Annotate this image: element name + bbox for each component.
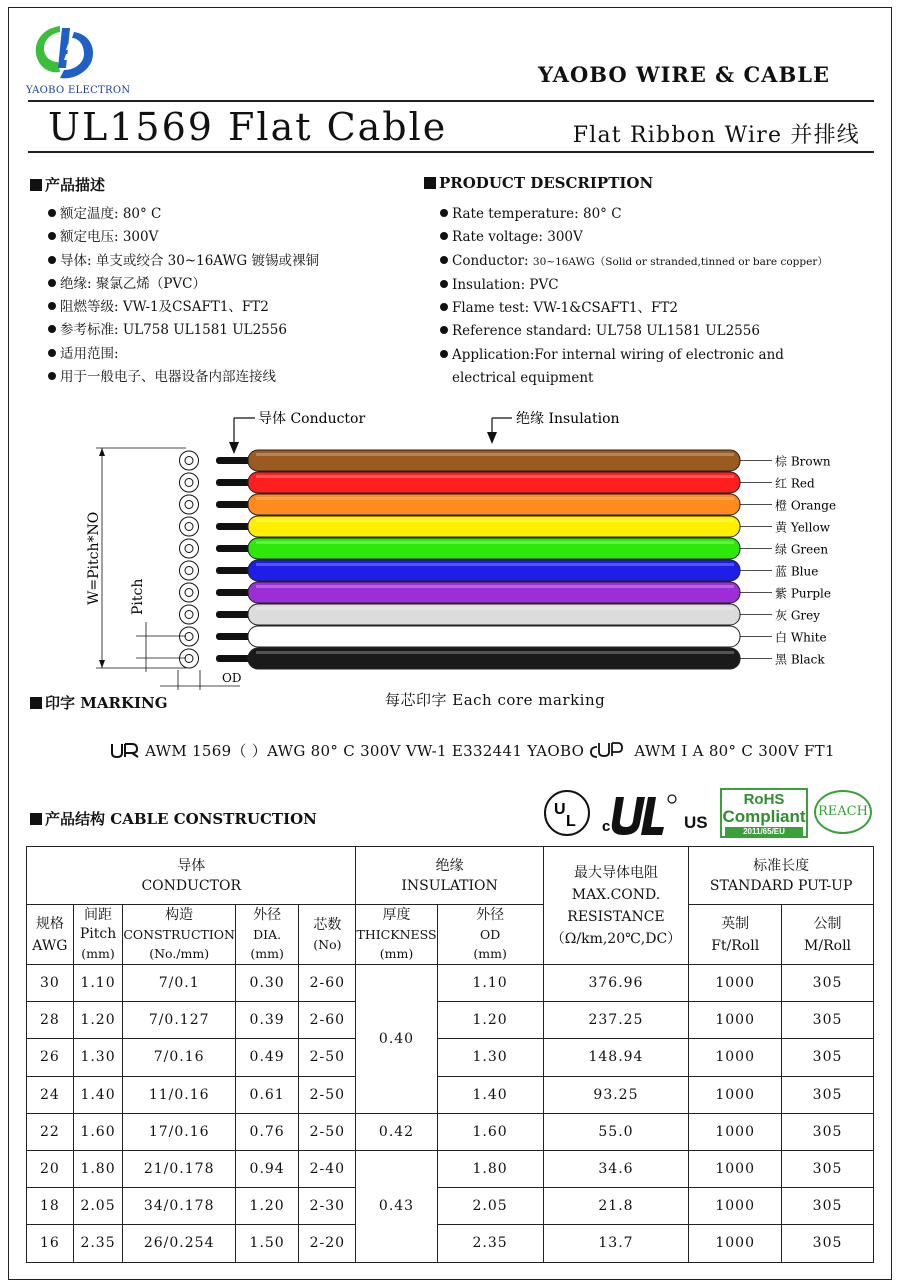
- cell-pitch: 1.60: [73, 1113, 123, 1150]
- header-text: THICKNESS: [356, 927, 437, 942]
- cell-resistance: 93.25: [543, 1076, 689, 1113]
- cell-ft-roll: 1000: [689, 1039, 782, 1076]
- wire-end-view: [180, 451, 199, 470]
- header-text: 绝缘: [435, 857, 464, 874]
- marking-text: AWM I A 80° C 300V FT1: [634, 742, 835, 760]
- header-text: STANDARD PUT-UP: [709, 877, 853, 894]
- wire-color-label: 黄 Yellow: [775, 520, 830, 535]
- desc-cn-list: [48, 203, 319, 389]
- bullet-dot-icon: [48, 325, 56, 333]
- marking-line: [110, 740, 835, 761]
- wire-end-view: [180, 649, 199, 668]
- wire-color-label: 灰 Grey: [775, 608, 821, 623]
- header-text: MAX.COND.: [571, 886, 661, 903]
- list-item-text: 额定电压: 300V: [60, 229, 159, 246]
- each-core-label: 每芯印字 Each core marking: [385, 691, 606, 709]
- list-item-text: Conductor:: [452, 252, 529, 269]
- wire-color-label: 红 Red: [775, 476, 815, 491]
- bullet-dot-icon: [48, 232, 56, 240]
- rohs-badge: [720, 788, 808, 838]
- cell-od: 1.30: [437, 1039, 543, 1076]
- list-item: [440, 320, 828, 343]
- cell-cores: 2-30: [299, 1188, 356, 1225]
- wire-color-label: 棕 Brown: [775, 454, 831, 469]
- header-text: (mm): [473, 946, 507, 961]
- header-text: (mm): [81, 946, 115, 961]
- header-text: (mm): [250, 946, 284, 961]
- list-item: [440, 250, 828, 274]
- cell-m-roll: 305: [782, 1225, 874, 1262]
- table-row: [27, 1188, 874, 1225]
- list-item-text: 阻燃等级: VW-1及CSAFT1、FT2: [60, 299, 269, 316]
- pitch-label: Pitch: [130, 578, 146, 615]
- bullet-dot-icon: [440, 256, 448, 264]
- insulation-label: 绝缘 Insulation: [516, 411, 620, 427]
- list-item-text: Flame test: VW-1&CSAFT1、FT2: [452, 300, 678, 317]
- cell-od: 1.20: [437, 1002, 543, 1039]
- wire-highlight: [256, 651, 734, 654]
- cell-cores: 2-50: [299, 1039, 356, 1076]
- header-text: 最大导体电阻: [573, 864, 658, 881]
- cell-dia: 1.20: [235, 1188, 298, 1225]
- col-pitch: [73, 905, 123, 965]
- arrow-down-icon: [229, 442, 239, 454]
- wire-highlight: [256, 629, 734, 632]
- wire-end-view: [180, 605, 199, 624]
- header-text: 芯数: [313, 916, 342, 933]
- table-row: [27, 1076, 874, 1113]
- insulation-header: [356, 847, 543, 905]
- cable-diagram: [0, 400, 900, 700]
- col-awg: [27, 905, 74, 965]
- construction-table: [26, 846, 874, 1263]
- wire-highlight: [256, 607, 734, 610]
- divider: [28, 151, 874, 153]
- marking-heading: [30, 692, 168, 713]
- list-item-text: Rate temperature: 80° C: [452, 206, 622, 222]
- cell-dia: 0.49: [235, 1039, 298, 1076]
- cell-pitch: 1.10: [73, 965, 123, 1002]
- col-m-roll: [782, 905, 874, 965]
- header-text: M/Roll: [804, 937, 852, 954]
- header-text: DIA.: [253, 927, 282, 942]
- table-row: [27, 1039, 874, 1076]
- table-header-row: [27, 847, 874, 905]
- cell-cores: 2-40: [299, 1150, 356, 1187]
- divider: [28, 100, 874, 102]
- list-item: [48, 250, 319, 273]
- header-text: Pitch: [79, 926, 117, 942]
- cell-awg: 20: [27, 1150, 74, 1187]
- cell-thickness: 0.43: [356, 1150, 437, 1262]
- wire-highlight: [256, 475, 734, 478]
- reach-badge: [814, 790, 872, 834]
- cell-od: 1.40: [437, 1076, 543, 1113]
- header-text: (No): [313, 936, 342, 952]
- desc-en-list: [440, 203, 828, 390]
- cell-construction: 7/0.16: [123, 1039, 236, 1076]
- header-text: CONDUCTOR: [141, 877, 241, 894]
- table-row: [27, 1225, 874, 1262]
- list-item-text: Rate voltage: 300V: [452, 229, 583, 246]
- heading-text: PRODUCT DESCRIPTION: [439, 174, 654, 192]
- cell-cores: 2-50: [299, 1076, 356, 1113]
- cell-resistance: 376.96: [543, 965, 689, 1002]
- cur-mark-icon: [589, 741, 623, 759]
- col-thickness: [356, 905, 437, 965]
- heading-text: 印字: [45, 694, 76, 712]
- bullet-dot-icon: [440, 280, 448, 288]
- logo-caption: YAOBO ELECTRON: [26, 85, 131, 96]
- conductor-label: 导体 Conductor: [258, 411, 366, 427]
- svg-text:U: U: [554, 801, 566, 818]
- list-item-text: Reference standard: UL758 UL1581 UL2556: [452, 323, 760, 340]
- bullet-dot-icon: [48, 256, 56, 264]
- cell-awg: 28: [27, 1002, 74, 1039]
- us-text: US: [684, 813, 708, 832]
- cell-od: 1.60: [437, 1113, 543, 1150]
- desc-cn-heading: [30, 174, 105, 195]
- cell-awg: 16: [27, 1225, 74, 1262]
- wire-highlight: [256, 453, 734, 456]
- cell-pitch: 2.35: [73, 1225, 123, 1262]
- reach-text: REACH: [818, 804, 868, 819]
- cell-ft-roll: 1000: [689, 1150, 782, 1187]
- cell-od: 2.35: [437, 1225, 543, 1262]
- header-text: （Ω/km,20℃,DC）: [550, 930, 682, 947]
- cell-construction: 17/0.16: [123, 1113, 236, 1150]
- cell-awg: 22: [27, 1113, 74, 1150]
- cell-construction: 34/0.178: [123, 1188, 236, 1225]
- cell-dia: 1.50: [235, 1225, 298, 1262]
- cell-resistance: 21.8: [543, 1188, 689, 1225]
- bullet-dot-icon: [440, 326, 448, 334]
- cell-resistance: 55.0: [543, 1113, 689, 1150]
- cell-pitch: 1.30: [73, 1039, 123, 1076]
- list-item: [48, 366, 319, 389]
- header-text: Ft/Roll: [711, 937, 760, 954]
- cell-pitch: 2.05: [73, 1188, 123, 1225]
- wire-color-label: 紫 Purple: [775, 586, 831, 601]
- cell-construction: 7/0.1: [123, 965, 236, 1002]
- desc-en-heading: [424, 174, 653, 192]
- resistance-header: [543, 847, 689, 965]
- header-text: 英制: [721, 915, 750, 932]
- cell-thickness: 0.42: [356, 1113, 437, 1150]
- cell-ft-roll: 1000: [689, 1188, 782, 1225]
- company-name: YAOBO WIRE & CABLE: [538, 62, 830, 87]
- cell-dia: 0.94: [235, 1150, 298, 1187]
- cell-dia: 0.61: [235, 1076, 298, 1113]
- cell-awg: 18: [27, 1188, 74, 1225]
- table-row: [27, 965, 874, 1002]
- cul-us-icon: [602, 793, 712, 842]
- bullet-square-icon: [30, 179, 42, 191]
- ur-mark-icon: [110, 742, 140, 758]
- bullet-dot-icon: [440, 232, 448, 240]
- cell-m-roll: 305: [782, 1188, 874, 1225]
- list-item: [48, 273, 319, 296]
- wire-color-label: 绿 Green: [775, 542, 829, 557]
- wire-highlight: [256, 585, 734, 588]
- cell-resistance: 148.94: [543, 1039, 689, 1076]
- header-text: 规格: [35, 915, 64, 932]
- svg-text:c: c: [602, 818, 611, 835]
- ul-logo-icon: [546, 792, 588, 834]
- conductor-detail: 30~16AWG（Solid or stranded,tinned or bare copper）: [532, 255, 828, 268]
- cell-m-roll: 305: [782, 1039, 874, 1076]
- cell-cores: 2-60: [299, 965, 356, 1002]
- arrow-down-icon: [487, 432, 497, 444]
- header-text: 构造: [165, 907, 194, 923]
- wire-highlight: [256, 519, 734, 522]
- bullet-dot-icon: [48, 372, 56, 380]
- cell-resistance: 237.25: [543, 1002, 689, 1039]
- cell-resistance: 34.6: [543, 1150, 689, 1187]
- table-subheader-row: [27, 905, 874, 965]
- col-cores: [299, 905, 356, 965]
- bullet-square-icon: [30, 813, 42, 825]
- list-item: [440, 297, 828, 320]
- wire-color-label: 橙 Orange: [775, 498, 837, 513]
- cell-od: 1.80: [437, 1150, 543, 1187]
- od-label: OD: [222, 671, 242, 685]
- header-text: 公制: [813, 915, 842, 932]
- list-item-text: 适用范围:: [60, 345, 119, 362]
- header-text: 标准长度: [753, 857, 810, 874]
- wire-end-view: [180, 539, 199, 558]
- cell-od: 1.10: [437, 965, 543, 1002]
- cell-pitch: 1.40: [73, 1076, 123, 1113]
- page-subtitle: Flat Ribbon Wire 并排线: [572, 123, 860, 148]
- col-od: [437, 905, 543, 965]
- list-item: [48, 226, 319, 249]
- list-item: [440, 203, 828, 226]
- cell-ft-roll: 1000: [689, 1002, 782, 1039]
- header-text: CONSTRUCTION: [123, 927, 235, 942]
- cell-ft-roll: 1000: [689, 1113, 782, 1150]
- cell-awg: 26: [27, 1039, 74, 1076]
- header-text: INSULATION: [401, 877, 498, 894]
- ul-listed-icon: [544, 790, 590, 836]
- cell-m-roll: 305: [782, 1150, 874, 1187]
- heading-text: 产品结构: [45, 810, 106, 828]
- list-item-text: Application:For internal wiring of electronic and: [452, 346, 784, 363]
- list-item: [48, 343, 319, 366]
- bullet-square-icon: [30, 697, 42, 709]
- arrow-down-icon: [99, 660, 105, 668]
- bullet-dot-icon: [48, 302, 56, 310]
- table-row: [27, 1002, 874, 1039]
- wire-color-label: 黑 Black: [775, 652, 825, 667]
- cell-dia: 0.30: [235, 965, 298, 1002]
- table-row: [27, 1150, 874, 1187]
- header-text: OD: [479, 927, 501, 942]
- list-item-text: 导体: 单支或绞合 30~16AWG 镀锡或裸铜: [60, 252, 319, 269]
- header-text: 间距: [84, 907, 113, 923]
- cell-cores: 2-20: [299, 1225, 356, 1262]
- bullet-dot-icon: [440, 303, 448, 311]
- header-text: 外径: [253, 907, 282, 923]
- cell-m-roll: 305: [782, 1002, 874, 1039]
- svg-text:L: L: [566, 813, 576, 830]
- wire-highlight: [256, 563, 734, 566]
- list-item-text: Insulation: PVC: [452, 276, 559, 293]
- cell-construction: 26/0.254: [123, 1225, 236, 1262]
- list-item-text: 绝缘: 聚氯乙烯（PVC）: [60, 275, 207, 292]
- wire-end-view: [180, 583, 199, 602]
- marking-text: AWM 1569（ ）AWG 80° C 300V VW-1 E332441 YAOBO: [145, 742, 585, 760]
- list-item: [440, 344, 828, 367]
- header-text: AWG: [32, 937, 68, 954]
- wire-highlight: [256, 497, 734, 500]
- cell-m-roll: 305: [782, 965, 874, 1002]
- bullet-dot-icon: [440, 209, 448, 217]
- header-text: (mm): [379, 946, 414, 961]
- list-item-text: 额定温度: 80° C: [60, 206, 162, 222]
- putup-header: [689, 847, 874, 905]
- cell-resistance: 13.7: [543, 1225, 689, 1262]
- cell-ft-roll: 1000: [689, 965, 782, 1002]
- cell-awg: 24: [27, 1076, 74, 1113]
- header-text: (No./mm): [149, 946, 210, 961]
- heading-text: CABLE CONSTRUCTION: [110, 810, 317, 828]
- rohs-compliant-text: Compliant: [722, 807, 806, 826]
- bullet-dot-icon: [440, 350, 448, 358]
- bullet-square-icon: [424, 177, 436, 189]
- wire-color-label: 蓝 Blue: [775, 564, 819, 579]
- cell-construction: 7/0.127: [123, 1002, 236, 1039]
- cell-od: 2.05: [437, 1188, 543, 1225]
- cell-thickness: 0.40: [356, 965, 437, 1114]
- page-title: UL1569 Flat Cable: [48, 105, 448, 149]
- width-label: W=Pitch*NO: [86, 511, 102, 605]
- cell-m-roll: 305: [782, 1113, 874, 1150]
- list-item: [48, 296, 319, 319]
- col-ft-roll: [689, 905, 782, 965]
- wire-end-view: [180, 473, 199, 492]
- cell-awg: 30: [27, 965, 74, 1002]
- wire-end-view: [180, 561, 199, 580]
- list-item-text: electrical equipment: [452, 370, 594, 387]
- wire-end-view: [180, 627, 199, 646]
- wire-end-view: [180, 517, 199, 536]
- wire-end-view: [180, 495, 199, 514]
- rohs-text: RoHS: [743, 791, 785, 808]
- construction-heading: [30, 808, 317, 829]
- conductor-header: [27, 847, 356, 905]
- header-text: RESISTANCE: [567, 908, 665, 925]
- heading-text: MARKING: [80, 694, 168, 712]
- wire-highlight: [256, 541, 734, 544]
- header-text: 外径: [476, 907, 505, 923]
- list-item: [440, 367, 828, 390]
- col-construction: [123, 905, 236, 965]
- cell-ft-roll: 1000: [689, 1076, 782, 1113]
- bullet-dot-icon: [48, 209, 56, 217]
- list-item-text: 用于一般电子、电器设备内部连接线: [60, 369, 276, 386]
- list-item: [48, 203, 319, 226]
- cell-construction: 21/0.178: [123, 1150, 236, 1187]
- cell-cores: 2-50: [299, 1113, 356, 1150]
- yaobo-logo-icon: [30, 22, 102, 84]
- cell-cores: 2-60: [299, 1002, 356, 1039]
- cell-m-roll: 305: [782, 1076, 874, 1113]
- bullet-dot-icon: [48, 279, 56, 287]
- cell-dia: 0.39: [235, 1002, 298, 1039]
- cell-pitch: 1.20: [73, 1002, 123, 1039]
- header-text: 厚度: [382, 907, 411, 923]
- heading-text: 产品描述: [45, 176, 106, 194]
- table-row: [27, 1113, 874, 1150]
- cell-construction: 11/0.16: [123, 1076, 236, 1113]
- list-item: [48, 319, 319, 342]
- list-item: [440, 226, 828, 249]
- col-dia: [235, 905, 298, 965]
- bullet-dot-icon: [48, 349, 56, 357]
- list-item-text: 参考标准: UL758 UL1581 UL2556: [60, 322, 287, 339]
- arrow-up-icon: [99, 448, 105, 456]
- cell-pitch: 1.80: [73, 1150, 123, 1187]
- cell-ft-roll: 1000: [689, 1225, 782, 1262]
- list-item: [440, 274, 828, 297]
- cell-dia: 0.76: [235, 1113, 298, 1150]
- header-text: 导体: [177, 857, 206, 874]
- rohs-directive-text: 2011/65/EU: [725, 827, 803, 837]
- wire-color-label: 白 White: [775, 630, 827, 645]
